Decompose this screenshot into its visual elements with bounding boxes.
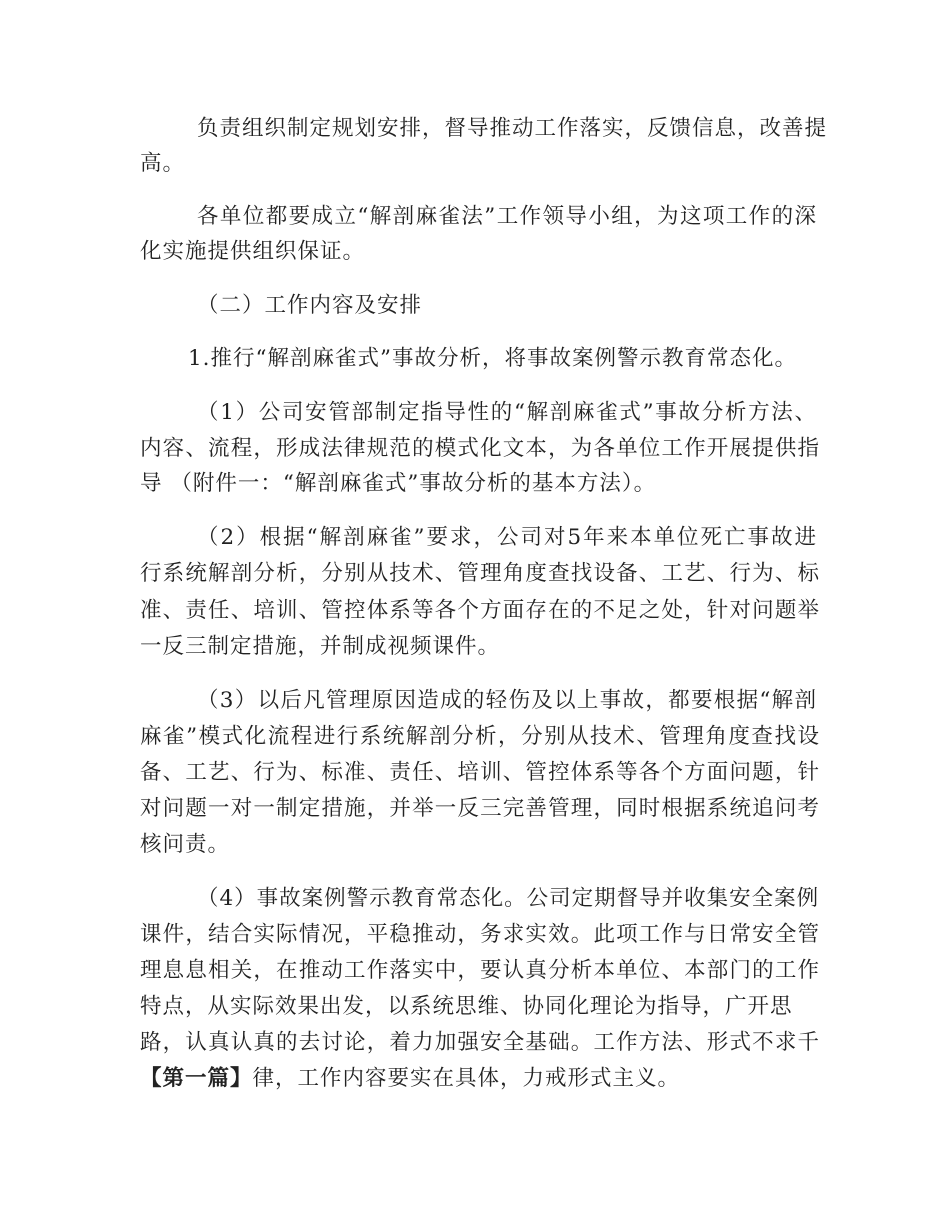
section-heading: （二）工作内容及安排 [197, 293, 423, 318]
paragraph-line: 各单位都要成立“解剖麻雀法”工作领导小组，为这项工作的深 [197, 204, 817, 229]
paragraph-line: 课件，结合实际情况，平稳推动，务求实效。此项工作与日常安全管 [140, 922, 820, 947]
paragraph-line: 准、责任、培训、管控体系等各个方面存在的不足之处，针对问题举 [140, 598, 820, 623]
paragraph-line: 核问责。 [140, 832, 231, 857]
paragraph-line: （3）以后凡管理原因造成的轻伤及以上事故，都要根据“解剖 [197, 688, 817, 713]
paragraph-last-line [140, 1062, 820, 1096]
paragraph-line: 麻雀”模式化流程进行系统解剖分析，分别从技术、管理角度查找设 [140, 724, 820, 749]
paragraph-line: 导 （附件一：“解剖麻雀式”事故分析的基本方法）。 [140, 471, 657, 496]
chapter-marker: 【第一篇】 [140, 1066, 253, 1091]
paragraph-line: 化实施提供组织保证。 [140, 239, 366, 264]
paragraph-line-tail: 律，工作内容要实在具体，力戒形式主义。 [252, 1066, 681, 1091]
paragraph-line: （1）公司安管部制定指导性的“解剖麻雀式”事故分析方法、 [197, 400, 817, 425]
paragraph-line: 路，认真认真的去讨论，着力加强安全基础。工作方法、形式不求千 [140, 1030, 820, 1055]
paragraph-line: 备、工艺、行为、标准、责任、培训、管控体系等各个方面问题，针 [140, 760, 820, 785]
paragraph-line: 对问题一对一制定措施，并举一反三完善管理，同时根据系统追问考 [140, 796, 820, 821]
paragraph-line: 负责组织制定规划安排，督导推动工作落实，反馈信息，改善提 [197, 116, 828, 141]
paragraph-line: 特点，从实际效果出发，以系统思维、协同化理论为指导，广开思 [140, 994, 793, 1019]
paragraph-line: 行系统解剖分析，分别从技术、管理角度查找设备、工艺、行为、标 [140, 561, 820, 586]
subsection-heading: 1.推行“解剖麻雀式”事故分析，将事故案例警示教育常态化。 [188, 346, 797, 371]
paragraph-line: 理息息相关，在推动工作落实中，要认真分析本单位、本部门的工作 [140, 958, 820, 983]
paragraph-line: 一反三制定措施，并制成视频课件。 [140, 634, 501, 659]
paragraph-line: 高。 [140, 151, 186, 176]
paragraph-line: （4）事故案例警示教育常态化。公司定期督导并收集安全案例 [197, 886, 820, 911]
paragraph-line: 内容、流程，形成法律规范的模式化文本，为各单位工作开展提供指 [140, 436, 820, 461]
paragraph-line: （2）根据“解剖麻雀”要求，公司对5年来本单位死亡事故进 [197, 525, 817, 550]
